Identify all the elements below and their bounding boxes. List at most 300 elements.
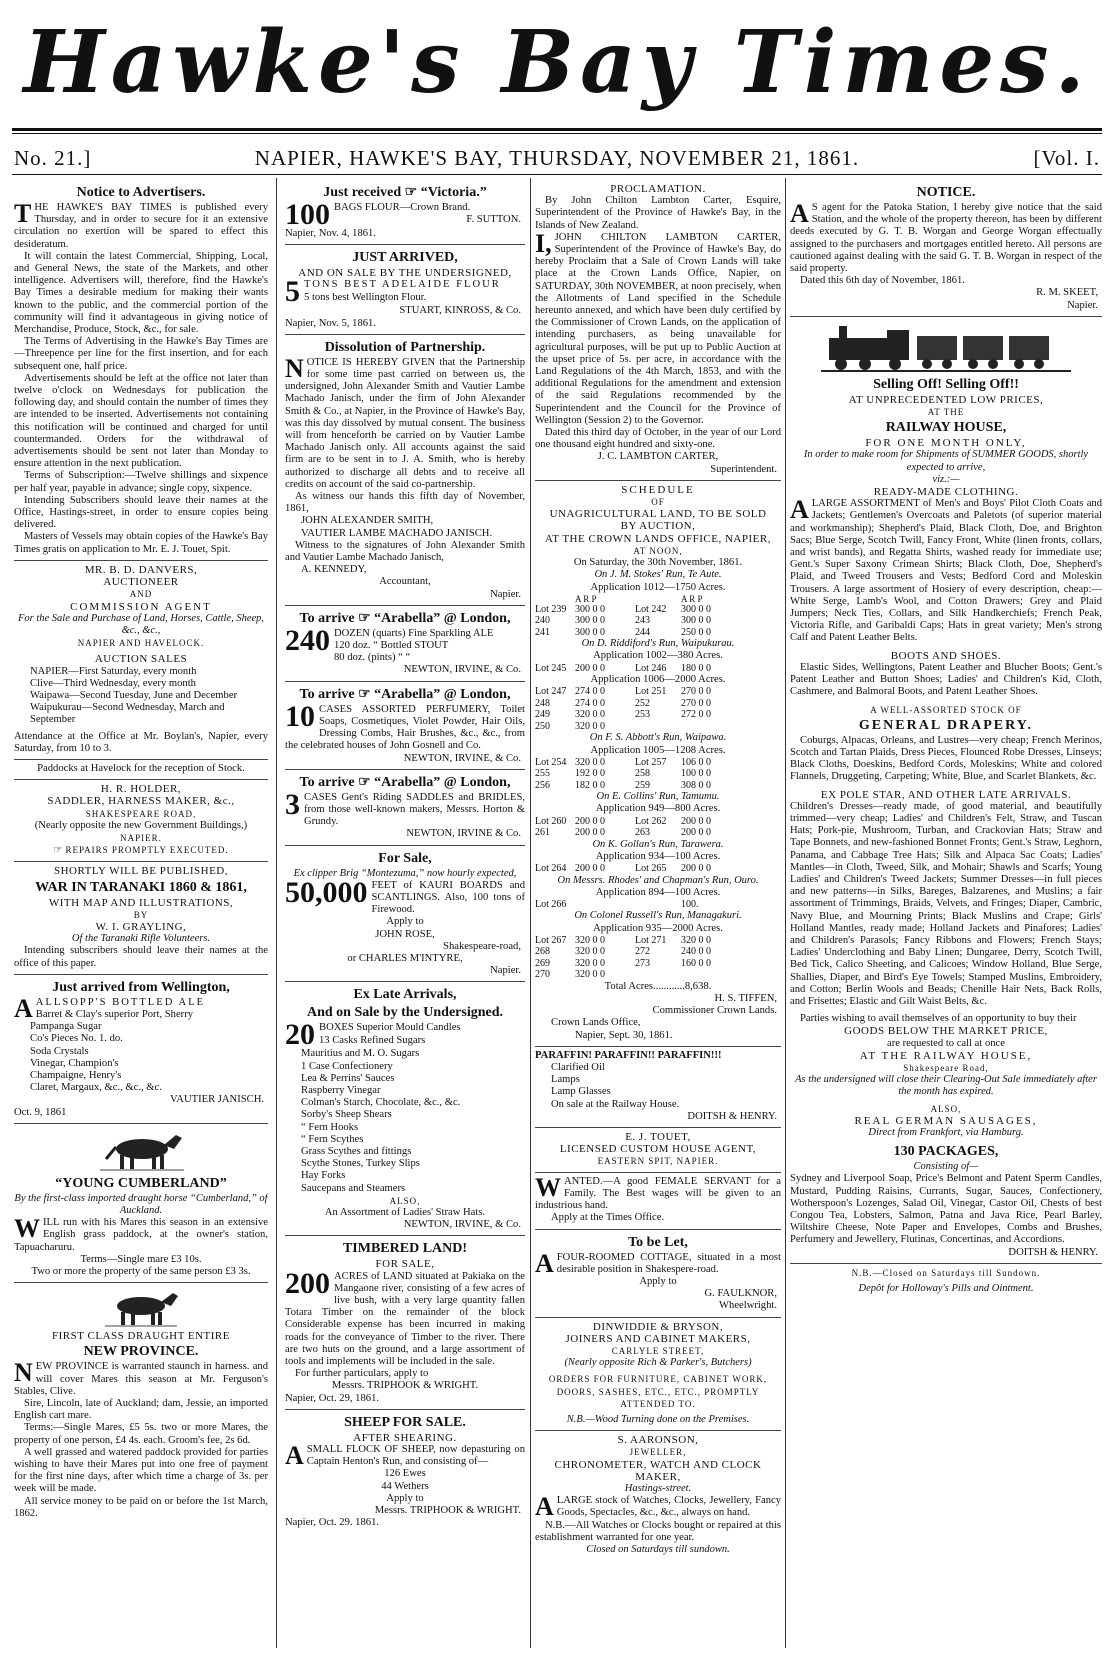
masthead-rule xyxy=(12,128,1102,131)
lot-cell: 200 0 0 xyxy=(681,863,711,875)
ad-line: Apply to xyxy=(386,1492,424,1504)
ad-line: ALSO, xyxy=(930,1103,962,1114)
ad-heading: E. J. TOUET, xyxy=(625,1131,691,1144)
lot-cell: 253 xyxy=(635,709,650,721)
ex-late-arrivals-ad xyxy=(285,982,525,1236)
ad-date: Oct. 9, 1861 xyxy=(14,1106,67,1118)
ad-line: SHAKESPEARE ROAD, xyxy=(85,808,197,819)
ad-heading: S. AARONSON, xyxy=(617,1434,699,1447)
lot-cell: 200 0 0 xyxy=(575,815,605,827)
ad-line: viz.:— xyxy=(932,473,960,485)
schedule xyxy=(535,481,781,1047)
lot-cell: 300 0 0 xyxy=(575,615,605,627)
schedule-application: Application 949—800 Acres. xyxy=(595,803,721,815)
lot-cell: Lot 246 xyxy=(635,662,667,674)
ad-heading: MR. B. D. DANVERS, xyxy=(84,563,198,576)
ad-line: Waipawa—Second Tuesday, June and December xyxy=(30,689,238,701)
lot-header-label: A R P xyxy=(681,593,703,604)
ad-line: ANTED.—A good FEMALE SERVANT for a Family. The Best wages will be given to an industrious hand. xyxy=(535,1175,781,1212)
schedule-lot-row xyxy=(535,827,781,839)
ad-line: 5 tons best Wellington Flour. xyxy=(304,291,427,303)
ad-line: An Assortment of Ladies' Straw Hats. xyxy=(324,1206,486,1218)
lot-cell: 270 0 0 xyxy=(681,697,711,709)
ad-heading: EX POLE STAR, AND OTHER LATE ARRIVALS. xyxy=(820,788,1072,801)
new-province-ad: FIRST CLASS DRAUGHT ENTIRE NEW PROVINCE. NEW PROVINCE is warranted staunch in harness. and will cover Mares this season at Mr. Ferguson's Stables, Clive. Sire, Lincoln, late of Auckland; dam, Jessie, an imported English cart mare. Terms:—Single Mares, £5 5s. two or more Mares, the property of one person, £4 4s. each. Groom's fee, 2s 6d. A well grassed and watered paddock provided for parties wishing to have their Mares put into one free of payment for the first nine days, after which time a charge of 3s. per week will be made. All service money to be paid on or before the 1st March, 1862. xyxy=(14,1283,268,1524)
ad-heading: “YOUNG CUMBERLAND” xyxy=(55,1175,227,1191)
ad-heading: H. R. HOLDER, xyxy=(100,783,182,796)
dateline xyxy=(14,146,1100,172)
ad-line: Pampanga Sugar xyxy=(30,1021,102,1033)
ad-line: Coburgs, Alpacas, Orleans, and Lustres—very cheap; French Merinos, Scotch and Tartan Plaids, Dress Pieces, Flounced Robe Dresses, Linseys; Black Cloths, Doeskins, Bedford Cords, Moleskins; White and colored Flannels, Druggeting, Carpeting; White, Blue, and Scarlet Blankets, &c. xyxy=(790,734,1102,783)
lot-cell: Lot 257 xyxy=(635,756,667,768)
lot-cell xyxy=(681,969,727,981)
ad-line: Lea & Perrins' Sauces xyxy=(301,1072,395,1084)
ad-line: FIRST CLASS DRAUGHT ENTIRE xyxy=(52,1330,230,1343)
lot-cell: Lot 262 xyxy=(635,815,667,827)
schedule-lot-row xyxy=(535,969,781,981)
ad-number: 50,000 xyxy=(285,875,368,909)
lot-cell: 273 xyxy=(635,957,650,969)
lot-cell: Lot 267 xyxy=(535,934,567,946)
ad-heading: Just arrived from Wellington, xyxy=(52,979,230,995)
ad-heading: SCHEDULE xyxy=(621,483,695,496)
ad-line: FOR ONE MONTH ONLY, xyxy=(865,437,1027,450)
schedule-lot-row xyxy=(535,615,781,627)
ad-heading: NEW PROVINCE. xyxy=(83,1344,199,1360)
ad-line: For the Sale and Purchase of Land, Horses, Cattle, Sheep, &c., &c., xyxy=(17,612,265,636)
ad-line: Intending subscribers should leave their names at the office of this paper. xyxy=(14,945,268,969)
just-arrived-ad xyxy=(285,245,525,335)
lot-cell: 192 0 0 xyxy=(575,768,605,780)
lot-cell: Lot 264 xyxy=(535,863,567,875)
column-divider xyxy=(276,178,277,1648)
ad-date: Napier, Sept. 30, 1861. xyxy=(575,1029,673,1041)
ad-line: (Nearly opposite Rich & Parker's, Butchers) xyxy=(564,1357,752,1369)
timbered-land-ad xyxy=(285,1236,525,1409)
ad-line: JEWELLER, xyxy=(629,1447,687,1458)
paddocks-ad xyxy=(14,760,268,780)
ad-line: ILL run with his Mares this season in an extensive English grass paddock, at the owner's station, Tapuacharuru. xyxy=(14,1217,268,1253)
ad-line: FEET of KAURI BOARDS and SCANTLINGS. Also, 100 tons of Firewood. xyxy=(371,879,525,916)
lot-cell: 320 0 0 xyxy=(575,756,605,768)
ad-heading: 130 PACKAGES, xyxy=(893,1144,999,1160)
schedule-lot-row xyxy=(535,627,781,639)
ad-line: CASES ASSORTED PERFUMERY, Toilet Soaps, Cosmetiques, Violet Powder, Hair Oils, Dressing Combs, Hair Brushes, &c., &c., from the celebrated houses of John Gosnell and Co. xyxy=(285,703,525,752)
ad-line: 44 Wethers xyxy=(381,1480,429,1492)
arabella-saddles-ad xyxy=(285,770,525,846)
column-4 xyxy=(790,180,1102,1650)
lot-cell: 255 xyxy=(535,768,550,780)
ad-line: Clive—Third Wednesday, every month xyxy=(30,677,196,689)
ad-heading: Ex Late Arrivals, xyxy=(353,987,457,1003)
schedule-application: Application 935—2000 Acres. xyxy=(593,922,723,934)
lot-cell: Lot 260 xyxy=(535,815,567,827)
ad-line: 80 doz. (pints) “ “ xyxy=(334,652,411,664)
lot-cell: Lot 245 xyxy=(535,662,567,674)
ad-signature: JOHN ROSE, xyxy=(375,928,435,940)
ad-line: A well grassed and watered paddock provided for parties wishing to have their Mares put into one free of payment for the first nine days, after which time a charge of 3s. per week will be made. xyxy=(14,1446,268,1495)
ad-line: Lamps xyxy=(551,1074,580,1086)
lot-cell: 263 xyxy=(635,827,650,839)
lot-cell: 200 0 0 xyxy=(681,815,711,827)
ad-line: are requested to call at once xyxy=(887,1037,1005,1049)
ad-line: AT UNPRECEDENTED LOW PRICES, xyxy=(848,393,1044,406)
ad-line: Apply to xyxy=(386,916,424,928)
ad-signature: R. M. SKEET, xyxy=(1036,287,1098,299)
schedule-lot-row xyxy=(535,958,781,970)
ad-date: Napier, Oct. 29. 1861. xyxy=(285,1517,380,1529)
notice-text: It will contain the latest Commercial, Shipping, Local, and General News, the state of the Markets, and other intelligence. Advertisers will, therefore, find the Hawke's Bay Times a desirable medium for making their wants known to the public, and the commercial portion of the community will find it advantageous in giving notice of Merchandise, Produce, Stock, &c., for sale. xyxy=(14,250,268,336)
ad-heading: AUCTION SALES xyxy=(94,653,188,666)
lot-cell: Lot 247 xyxy=(535,686,567,698)
lot-cell: 180 0 0 xyxy=(681,662,711,674)
schedule-lot-header xyxy=(535,594,781,604)
lot-cell: 274 0 0 xyxy=(575,686,605,698)
schedule-run-name: On E. Collins' Run, Tamumu. xyxy=(596,791,720,803)
ad-line: GOODS BELOW THE MARKET PRICE, xyxy=(844,1025,1048,1038)
lot-cell: 243 xyxy=(635,615,650,627)
ad-line: “ Fern Scythes xyxy=(301,1133,364,1145)
ad-heading: WAR IN TARANAKI 1860 & 1861, xyxy=(35,879,247,895)
ad-line: WITH MAP AND ILLUSTRATIONS, xyxy=(48,896,234,909)
column-2 xyxy=(285,180,525,1650)
ad-signature: DOITSH & HENRY. xyxy=(1008,1246,1098,1258)
ad-signature: Messrs. TRIPHOOK & WRIGHT. xyxy=(374,1505,521,1517)
lot-header-label: A R P xyxy=(575,593,597,604)
ad-heading: Dissolution of Partnership. xyxy=(324,339,486,355)
ad-line: By the first-class imported draught horse “Cumberland,” of Auckland. xyxy=(14,1192,268,1217)
lot-cell: 182 0 0 xyxy=(575,779,605,791)
lot-cell: 300 0 0 xyxy=(681,615,711,627)
schedule-application: Application 934—100 Acres. xyxy=(595,850,721,862)
ad-line: Terms:—Single Mares, £5 5s. two or more Mares, the property of one person, £4 4s. each. Groom's fee, 2s 6d. xyxy=(14,1422,268,1446)
ad-line: Paddocks at Havelock for the reception of Stock. xyxy=(37,762,245,774)
lot-cell xyxy=(681,721,727,733)
schedule-lot-row xyxy=(535,946,781,958)
ad-line: Total Acres............8,638. xyxy=(604,980,712,992)
danvers-ad xyxy=(14,561,268,760)
lot-cell: Lot 271 xyxy=(635,934,667,946)
lot-cell: 274 0 0 xyxy=(575,697,605,709)
schedule-lot-row xyxy=(535,899,781,911)
ad-line: Witness to the signatures of John Alexander Smith and Vautier Lambe Machado Janisch, xyxy=(285,539,525,564)
lot-cell: 249 xyxy=(535,709,550,721)
ad-heading: Selling Off! Selling Off!! xyxy=(873,376,1019,392)
schedule-lot-row xyxy=(535,663,781,675)
ad-line: Terms—Single mare £3 10s. xyxy=(80,1253,202,1265)
ad-signature: DOITSH & HENRY. xyxy=(687,1110,777,1122)
ad-line: SMALL FLOCK OF SHEEP, now depasturing on Captain Henton's Run, and consisting of— xyxy=(306,1444,525,1468)
ad-line: Waipukurau—Second Wednesday, March and September xyxy=(30,702,225,726)
ad-heading: To arrive ☞ “Arabella” @ London, xyxy=(299,774,511,790)
ad-line: BOXES Superior Mould Candles xyxy=(319,1022,461,1034)
aaronson-ad: S. AARONSON, JEWELLER, CHRONOMETER, WATCH AND CLOCK MAKER, Hastings-street. ALARGE stock of Watches, Clocks, Jewellery, Fancy Goods, Spectacles, &c., &c., always on hand. N.B.—All Watches or Clocks bought or repaired at this establishment warranted for one year. Closed on Saturdays till sundown. xyxy=(535,1434,781,1555)
ad-line: Colman's Starch, Chocolate, &c., &c. xyxy=(301,1097,461,1109)
lot-cell: 100 0 0 xyxy=(681,768,711,780)
lot-cell: 259 xyxy=(635,779,650,791)
lot-cell: 100. xyxy=(681,898,699,910)
ad-line: Shakespeare Road, xyxy=(903,1062,989,1073)
ad-line: Champaigne, Henry's xyxy=(30,1070,122,1081)
ad-line: A WELL-ASSORTED STOCK OF xyxy=(870,704,1022,715)
ad-number: 10 xyxy=(285,699,315,733)
schedule-run-name: On F. S. Abbott's Run, Waipawa. xyxy=(589,732,727,744)
ad-line: Attendance at the Office at Mr. Boylan's, Napier, every Saturday, from 10 to 3. xyxy=(14,730,268,754)
ad-line: Dated this 6th day of November, 1861. xyxy=(800,275,965,287)
lot-cell: 106 0 0 xyxy=(681,756,711,768)
ad-line: 1 Case Confectionery xyxy=(301,1060,393,1072)
lot-cell: 200 0 0 xyxy=(681,827,711,839)
ad-heading: To arrive ☞ “Arabella” @ London, xyxy=(299,686,511,702)
ad-line: In order to make room for Shipments of SUMMER GOODS, shortly expected to arrive, xyxy=(803,449,1089,473)
lot-cell: 240 0 0 xyxy=(681,946,711,958)
ad-line: N.B.—Closed on Saturdays till Sundown. xyxy=(851,1267,1041,1278)
ad-line: Children's Dresses—ready made, of good material, and beautifully trimmed—very cheap; Ladies' and Children's Felt, Straw, and Tuscan Hats; Pork-pie, Mushroom, Turban, and Crackovian Hats; Straw and Tape Bonnets, and new-fashioned Bonnet Fronts; Gent.'s Straw, Leghorn, Panama, and Cabbage Tree Hats; Silk and Alpaca Sac Coats; Ladies' Mantles—in Cloth, Tweed, Silk, and Mohair; Shawls and Scarfs; Young Ladies' and Children's Tweed Jackets; Summer Dresses—in full pieces and new patterns—in Silks, Bareges, Balzarenes, and Muslins; a fair assortment of Trimmings, Braids, Velvets, and Fringes; Diaper, Cambric, Navy Blue, and Mourning Prints; Black Muslins and Crape; Girls' Holland Mantles, ready made; Holland Jackets and Pinafores; Ladies' and Children's Parasols; Fancy Ribbons and Flowers; French Stays; Ladies' Underclothing and Baby Linen; Dungaree, Derry, Scotch Twill, Bed Tick, Calico Sheeting, and Calicoes; Window Holland, Blue Serge, Shallies, Diaper, and Bird's Eye Towels; Stamped Muslins, Embroidery, and Cotton; Berlin Wools and Beads; Chenille Hair Nets, Back Rolls, and Frisettes; Elastic and Gilt Waist Belts, &c. xyxy=(790,800,1102,1007)
lot-cell: 250 xyxy=(535,720,550,732)
ad-line: Clarified Oil xyxy=(551,1062,605,1074)
wanted-ad: WANTED.—A good FEMALE SERVANT for a Family. The Best wages will be given to an industrious hand. Apply at the Times Office. xyxy=(535,1173,781,1230)
ad-line: Napier. xyxy=(1067,299,1098,311)
ad-line: LARGE stock of Watches, Clocks, Jewellery, Fancy Goods, Spectacles, &c., &c., always on hand. xyxy=(556,1495,781,1519)
ad-line: Hastings-street. xyxy=(624,1482,692,1494)
ad-signature: STUART, KINROSS, & Co. xyxy=(399,305,521,317)
ad-line: 126 Ewes xyxy=(384,1468,426,1480)
ad-line: OTICE IS HEREBY GIVEN that the Partnership for some time past carried on between us, the undersigned, John Alexander Smith and Vautier Lambe Machado Janisch, under the firm of John Alexander Smith & Co., at Napier, in the Province of Hawke's Bay, was this day dissolved by mutual consent. The business will from henceforth be carried on by Vautier Lambe Machado Janisch only. All accounts against the said firm are to be sent in to J. A. Smith, who is hereby authorized to discharge all debts and to receive all credits on account of the said co-partnership. xyxy=(285,356,525,490)
lot-cell: 320 0 0 xyxy=(575,934,605,946)
schedule-lot-row xyxy=(535,604,781,616)
horse-icon xyxy=(101,1288,181,1328)
to-let-ad: To be Let, AFOUR-ROOMED COTTAGE, situated in a most desirable position in Shakespere-road. Apply to G. FAULKNOR, Wheelwright. xyxy=(535,1230,781,1318)
schedule-application: Application 1012—1750 Acres. xyxy=(590,581,726,593)
schedule-lot-row xyxy=(535,709,781,721)
ad-line: AFTER SHEARING. xyxy=(353,1431,457,1444)
ad-line: BY AUCTION, xyxy=(620,520,696,533)
lot-cell xyxy=(575,899,635,911)
ad-line: Saucepans and Steamers xyxy=(301,1182,406,1194)
ad-line: Apply at the Times Office. xyxy=(551,1212,665,1224)
ad-date: Napier, Nov. 5, 1861. xyxy=(285,317,376,329)
ad-line: UNAGRICULTURAL LAND, TO BE SOLD xyxy=(549,508,767,521)
place-date: NAPIER, HAWKE'S BAY, THURSDAY, NOVEMBER 21, 1861. xyxy=(254,146,860,170)
column-divider xyxy=(530,178,531,1648)
ad-signature: NEWTON, IRVINE, & Co. xyxy=(403,664,521,676)
lot-cell: Lot 265 xyxy=(635,863,667,875)
closing-notes xyxy=(790,1264,1102,1299)
schedule-lot-row xyxy=(535,698,781,710)
ad-line: EW PROVINCE is warranted staunch in harness. and will cover Mares this season at Mr. Ferguson's Stables, Clive. xyxy=(14,1361,268,1397)
ad-number: 20 xyxy=(285,1018,315,1052)
ad-line: ORDERS FOR FURNITURE, CABINET WORK, DOORS, SASHES, ETC., ETC., PROMPTLY ATTENDED TO. xyxy=(548,1374,768,1409)
lot-cell: 320 0 0 xyxy=(575,969,605,981)
ad-date: Napier, Nov. 4, 1861. xyxy=(285,228,376,239)
kauri-ad xyxy=(285,846,525,983)
schedule-application: Application 1002—380 Acres. xyxy=(593,650,723,662)
ad-line: CARLYLE STREET, xyxy=(611,1345,705,1356)
ad-line: S agent for the Patoka Station, I hereby give notice that the said Station, and the whole of the property thereon, has been by different deeds executed by G. T. B. Worgan and George Worgan effectually assigned to the purchasers and mortgages entitled hereto. All persons are cautioned against dealing with the said G. T. B. Worgan in respect of the said property. xyxy=(790,202,1102,275)
ad-heading: PARAFFIN! PARAFFIN!! PARAFFIN!!! xyxy=(535,1049,722,1061)
ad-line: Sydney and Liverpool Soap, Price's Belmont and Patent Sperm Candles, Mustard, Pudding Raisins, Currants, Sugar, Sauces, Confectionery, Wotherspoon's Lozenges, Salad Oil, Vinegar, Castor Oil, Chests of best Congou Tea, Lobsters, Salmon, Patna and Java Rice, Pearl Barley, Wiltshire Cheese, Note Paper and Envelopes, Combs and Brushes, Perfumery and Jewellery, Flutinas, Concertinas, and Accordions. xyxy=(790,1173,1102,1246)
schedule-run-name: On Colonel Russell's Run, Managakuri. xyxy=(574,910,742,922)
schedule-application: Application 894—100 Acres. xyxy=(595,886,721,898)
masthead-rule-thin xyxy=(12,133,1102,134)
touet-ad xyxy=(535,1128,781,1173)
schedule-run-name: On D. Riddiford's Run, Waipukurau. xyxy=(581,638,735,650)
schedule-application: Application 1006—2000 Acres. xyxy=(590,674,726,686)
victoria-ad xyxy=(285,180,525,245)
ad-line: Napier. xyxy=(490,965,521,977)
column-3 xyxy=(535,180,781,1650)
notice-text: Intending Subscribers should leave their names at the Office, Hastings-street, in order to ensure copies being delivered. xyxy=(14,494,268,531)
pointing-hand-icon: ☞ xyxy=(53,845,66,857)
ad-heading: RAILWAY HOUSE, xyxy=(885,420,1007,436)
schedule-runs xyxy=(535,569,781,981)
ad-line: All service money to be paid on or before the 1st March, 1862. xyxy=(14,1495,268,1519)
ad-line: Dated this third day of October, in the year of our Lord one thousand eight hundred and sixty-one. xyxy=(535,427,781,451)
ad-line: Elastic Sides, Wellingtons, Patent Leather and Blucher Boots; Gent.'s Patent Leather and Button Shoes; Ladies' and Children's Kid, Cloth, Cashmere, and Balmoral Boots, and Patent Leather Shoes. xyxy=(790,661,1102,698)
ad-number: 3 xyxy=(285,787,300,821)
ad-line: LARGE ASSORTMENT of Men's and Boys' Pilot Cloth Coats and Jackets; Gentlemen's Overcoats and Paletots (of superior material and workmanship); Shepherd's Plaid, Black Cloth, Doe, and Brighton Sacs; Blue Serge, Scotch Twill, Fancy Front, White (linen fronts, collars, and wrist bands), and Regatta Shirts, washed ready for immediate use; Gent.'s Super Saxony Crimean Shirts; Black Cloth, Doe, Shepherd's Plaid, and Tweed Trousers and Vests; Bedford Cord and Moleskin Trousers. A large assortment of Hosiery of every description, cheap:—White Serge, Lamb's Wool, and Cotton Drawers; Grey and Plaid Jumpers; Neck Ties, Collars, and Silk Handkerchiefs; French Peak, Victoria Rifle, and Garibaldi Caps; Hats in great variety; Men's strong Calf and Patent Leather Belts. xyxy=(790,498,1102,644)
notice-text: Terms of Subscription:—Twelve shillings and sixpence per half year, payable in advance; single copy, sixpence. xyxy=(14,470,268,494)
ad-heading: BOOTS AND SHOES. xyxy=(890,649,1002,662)
ad-line: ALSO, xyxy=(389,1195,421,1206)
ad-line: Commissioner Crown Lands. xyxy=(652,1005,777,1017)
notice-text: Masters of Vessels may obtain copies of the Hawke's Bay Times gratis on application to Mr. E. J. Touet, Spit. xyxy=(14,531,268,555)
newspaper-title: Hawke's Bay Times. xyxy=(23,12,1091,113)
ad-line: On Saturday, the 30th November, 1861. xyxy=(573,557,743,569)
ad-line: Soda Crystals xyxy=(30,1045,89,1057)
ad-line: AT NOON, xyxy=(633,545,683,556)
lot-cell: 300 0 0 xyxy=(575,626,605,638)
ad-line: N.B.—All Watches or Clocks bought or repaired at this establishment warranted for one year. xyxy=(535,1519,781,1543)
schedule-run-name: On J. M. Stokes' Run, Te Aute. xyxy=(594,569,722,581)
ad-line: JOINERS AND CABINET MAKERS, xyxy=(565,1332,751,1345)
paraffin-ad xyxy=(535,1047,781,1128)
ad-line: Accountant, xyxy=(379,576,431,588)
schedule-lot-row xyxy=(535,686,781,698)
schedule-lot-row xyxy=(535,816,781,828)
lot-cell: 270 xyxy=(535,969,550,981)
dinwiddie-ad xyxy=(535,1318,781,1432)
arabella-perfumery-ad xyxy=(285,682,525,770)
ad-line: Raspberry Vinegar xyxy=(301,1084,381,1096)
ad-heading: PROCLAMATION. xyxy=(610,183,706,195)
lot-cell: 250 0 0 xyxy=(681,626,711,638)
ad-line: Of the Taranaki Rifle Volunteers. xyxy=(71,933,211,945)
train-icon xyxy=(821,322,1071,374)
ad-line: (Nearly opposite the new Government Buildings,) xyxy=(34,819,248,831)
ad-number: 5 xyxy=(285,275,300,309)
ad-line: Scythe Stones, Turkey Slips xyxy=(301,1158,420,1170)
schedule-lot-row xyxy=(535,721,781,733)
ad-heading: SHEEP FOR SALE. xyxy=(344,1414,466,1430)
ad-line: Sorby's Sheep Shears xyxy=(301,1109,392,1121)
lot-cell xyxy=(635,969,681,981)
schedule-lot-row xyxy=(535,768,781,780)
ad-heading: To be Let, xyxy=(628,1234,688,1250)
lot-cell: Lot 251 xyxy=(635,686,667,698)
lot-cell: Lot 239 xyxy=(535,603,567,615)
lot-cell: 320 0 0 xyxy=(681,934,711,946)
lot-cell: 200 0 0 xyxy=(575,863,605,875)
lot-cell: 200 0 0 xyxy=(575,827,605,839)
ad-line: OF xyxy=(651,497,665,508)
ad-line: By John Chilton Lambton Carter, Esquire, Superintendent of the Province of Hawke's Bay, in the Islands of New Zealand. xyxy=(535,195,781,231)
ad-line: NAPIER. xyxy=(120,832,162,843)
schedule-lot-row xyxy=(535,935,781,947)
masthead xyxy=(0,0,1114,130)
arabella-ale-ad xyxy=(285,606,525,682)
ad-line: SADDLER, HARNESS MAKER, &c., xyxy=(47,795,235,808)
lot-cell xyxy=(635,899,681,911)
ad-line: JOHN CHILTON LAMBTON CARTER, Superintendent of the Province of Hawke's Bay, do hereby Proclaim that a Sale of Crown Lands will take place at the Crown Lands Office, Napier, on SATURDAY, 30th NOVEMBER, at noon precisely, when the Allotments of Land specified in the Schedule hereunto annexed, and which have been duly certified by the Commissioner of Crown Lands, on the application of intending purchasers, as being unavailable for agricultural purposes, will be put up to Public Auction at the upset price of 5s. per acre, in accordance with the Land Regulations of the 4th March, 1853, and with the additional Regulations for the amendment and extension of the said Regulations recommended by the Superintendent and the Council for the Province of Wellington (Session 2) to the Governor. xyxy=(535,231,781,426)
ad-line: Napier. xyxy=(490,588,521,600)
lot-cell: 200 0 0 xyxy=(575,662,605,674)
proclamation: PROCLAMATION. By John Chilton Lambton Carter, Esquire, Superintendent of the Province of Hawke's Bay, in the Islands of New Zealand. I, JOHN CHILTON LAMBTON CARTER, Superintendent of the Province of Hawke's Bay, do hereby Proclaim that a Sale of Crown Lands will take place at the Crown Lands Office, Napier, on SATURDAY, 30th NOVEMBER, at noon precisely, when the Allotments of Land specified in the Schedule hereunto annexed, and which have been duly certified by the Commissioner of Crown Lands, on the application of intending purchasers, as being unavailable for agricultural purposes, will be put up to Public Auction at the upset price of 5s. per acre, in accordance with the Land Regulations of the 4th March, 1853, and with the additional Regulations for the amendment and extension of the said Regulations recommended by the Superintendent and the Council for the Province of Wellington (Session 2) to the Governor. Dated this third day of October, in the year of our Lord one thousand eight hundred and sixty-one. J. C. LAMBTON CARTER, Superintendent. xyxy=(535,180,781,481)
ad-heading: NOTICE. xyxy=(916,185,976,200)
issue-number: No. 21.] xyxy=(14,146,92,170)
lot-cell: 240 xyxy=(535,615,550,627)
ad-signature: J. C. LAMBTON CARTER, xyxy=(597,451,719,463)
ad-line: COMMISSION AGENT xyxy=(70,600,212,613)
ad-line: CHRONOMETER, WATCH AND CLOCK MAKER, xyxy=(554,1458,762,1483)
notice-title: Notice to Advertisers. xyxy=(76,185,206,200)
lot-cell: Lot 254 xyxy=(535,756,567,768)
ad-line: Closed on Saturdays till sundown. xyxy=(586,1543,730,1555)
column-divider xyxy=(785,178,786,1648)
ad-line: AND ON SALE BY THE UNDERSIGNED, xyxy=(298,267,512,280)
schedule-run-name: On K. Gollan's Run, Tarawera. xyxy=(592,838,724,850)
ad-line: REAL GERMAN SAUSAGES, xyxy=(854,1114,1038,1127)
patoka-notice: NOTICE. A S agent for the Patoka Station, I hereby give notice that the said Station, and the whole of the property thereon, has been by different deeds executed by G. T. B. Worgan and George Worgan effectually assigned to the purchasers and mortgages entitled hereto. All persons are cautioned against dealing with the said G. T. B. Worgan in respect of the said property. Dated this 6th day of November, 1861. R. M. SKEET, Napier. xyxy=(790,180,1102,317)
ad-signature: NEWTON, IRVINE, & Co. xyxy=(403,1219,521,1231)
ad-line: AUCTIONEER xyxy=(103,576,179,589)
ad-signature: F. SUTTON. xyxy=(466,214,521,226)
ad-line: Grass Scythes and fittings xyxy=(301,1145,412,1157)
ad-heading: To arrive ☞ “Arabella” @ London, xyxy=(299,610,511,626)
ad-line: Two or more the property of the same person £3 3s. xyxy=(31,1266,251,1278)
ad-heading: JUST ARRIVED, xyxy=(352,250,458,266)
war-ad xyxy=(14,862,268,974)
ad-heading: TIMBERED LAND! xyxy=(342,1241,468,1257)
ad-line: W. I. GRAYLING, xyxy=(95,920,187,933)
ad-line: SHORTLY WILL BE PUBLISHED, xyxy=(54,865,228,878)
ad-line: Barret & Clay's superior Port, Sherry xyxy=(35,1008,194,1020)
ad-line: NAPIER AND HAVELOCK. xyxy=(77,638,205,649)
ad-line: Lamp Glasses xyxy=(551,1086,611,1098)
ad-signature: Messrs. TRIPHOOK & WRIGHT. xyxy=(331,1380,479,1392)
lot-cell: 248 xyxy=(535,697,550,709)
holder-ad xyxy=(14,780,268,862)
ad-line: FOUR-ROOMED COTTAGE, situated in a most desirable position in Shakespere-road. xyxy=(556,1251,781,1275)
dateline-rule xyxy=(12,174,1102,175)
ad-line: Direct from Frankfort, via Hamburg. xyxy=(868,1127,1024,1138)
ad-signature: NEWTON, IRVINE, & Co. xyxy=(403,752,521,764)
ad-line: Shakespeare-road, xyxy=(443,940,521,952)
ad-signature: G. FAULKNOR, xyxy=(704,1288,777,1300)
lot-cell: 300 0 0 xyxy=(575,603,605,615)
ad-line: Claret, Margaux, &c., &c., &c. xyxy=(30,1082,162,1094)
advertisers-notice: Notice to Advertisers. THE HAWKE'S BAY TIMES is published every Thursday, and in order to secure for it an extensive circulation no exertion will be spared to effect this desideratum. It will contain the latest Commercial, Shipping, Local, and General News, the state of the Markets, and other intelligence. Advertisers will, therefore, find the Hawke's Bay Times a desirable medium for making their wants known to the public, and the commercial portion of the community will find it advantageous in giving notice of Merchandise, Produce, Stock, &c., for sale. The Terms of Advertising in the Hawke's Bay Times are—Threepence per line for the first insertion, and for each subsequent one, half price. Advertisements should be left at the office not later than twelve o'clock on Wednesdays for publication the following day, and should contain the number of times they are intended to be inserted. Advertisements not containing this notification will be continued and charged for until countermanded. Orders for the withdrawal of advertisements should be sent not later than Monday to ensure attention in the next publication. Terms of Subscription:—Twelve shillings and sixpence per half year, payable in advance; single copy, sixpence. Intending Subscribers should leave their names at the Office, Hastings-street, in order to ensure copies being delivered. Masters of Vessels may obtain copies of the Hawke's Bay Times gratis on application to Mr. E. J. Touet, Spit. xyxy=(14,180,268,561)
lot-cell: 320 0 0 xyxy=(575,946,605,958)
ad-number: 240 xyxy=(285,623,330,657)
ad-line: LICENSED CUSTOM HOUSE AGENT, xyxy=(559,1143,757,1156)
ad-line: Hay Forks xyxy=(301,1170,346,1182)
ad-line: Sire, Lincoln, late of Auckland; dam, Jessie, an imported English cart mare. xyxy=(14,1398,268,1422)
ad-line: 13 Casks Refined Sugars xyxy=(319,1034,426,1046)
ad-line: 120 doz. “ Bottled STOUT xyxy=(334,640,449,652)
lot-cell xyxy=(635,721,681,733)
ad-line: Wheelwright. xyxy=(719,1300,777,1312)
